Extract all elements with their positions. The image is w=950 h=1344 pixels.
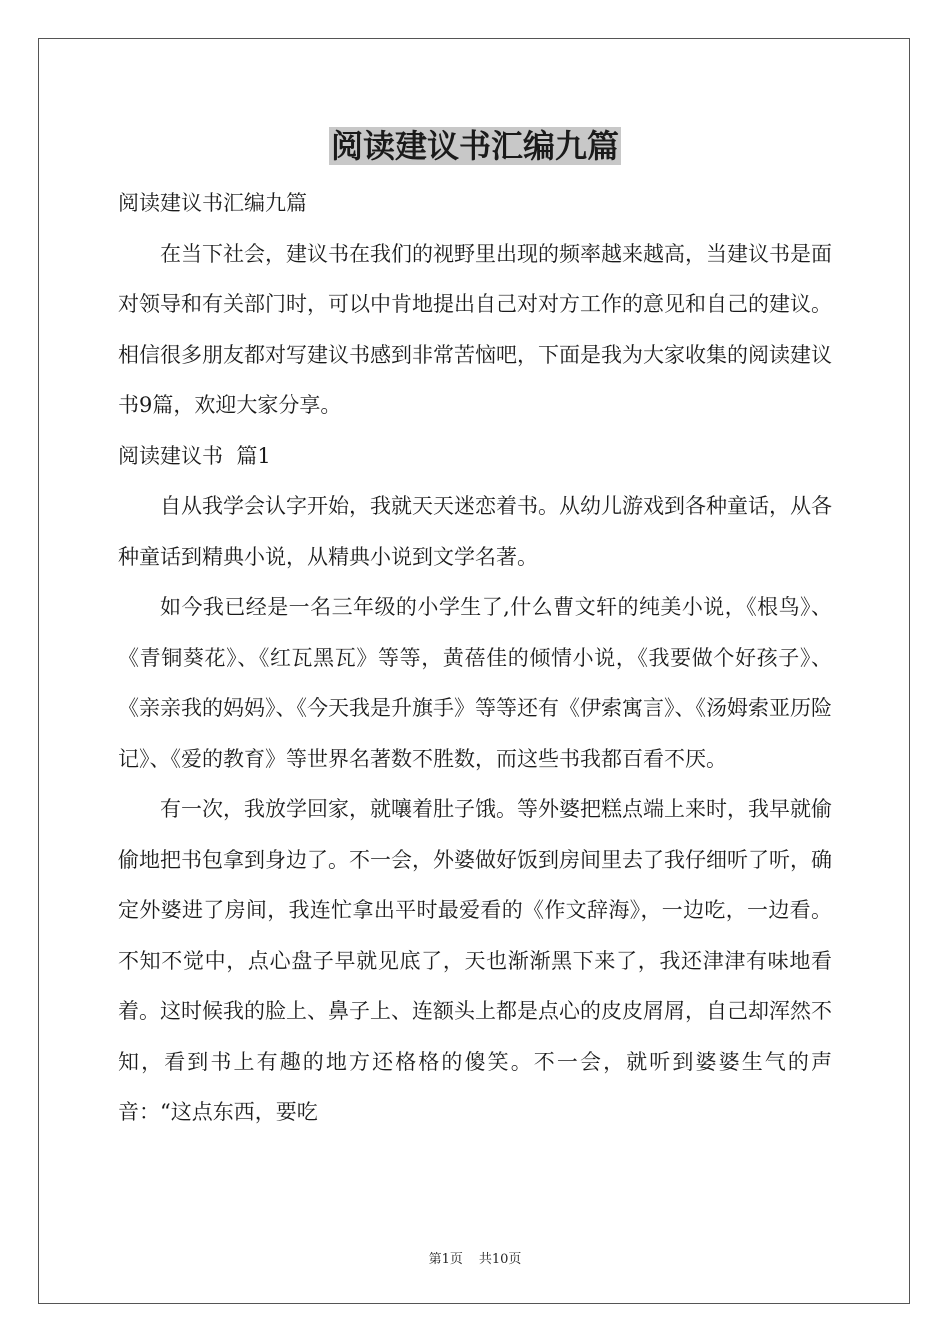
page-total: 共10页 xyxy=(478,1252,522,1267)
page-footer xyxy=(0,1248,950,1267)
document-body xyxy=(118,178,832,1138)
document-subtitle: 阅读建议书汇编九篇 xyxy=(118,191,307,215)
document-title-text: 阅读建议书汇编九篇 xyxy=(330,127,619,165)
intro-paragraph: 在当下社会，建议书在我们的视野里出现的频率越来越高，当建议书是面对领导和有关部门时，可以中肯地提出自己对对方工作的意见和自己的建议。相信很多朋友都对写建议书感到非常苦恼吧，下面是我为大家收集的阅读建议书9篇，欢迎大家分享。 xyxy=(118,241,832,417)
document-title xyxy=(0,122,950,170)
page-number: 第1页 xyxy=(428,1252,463,1267)
section-paragraph-1: 自从我学会认字开始，我就天天迷恋着书。从幼儿游戏到各种童话，从各种童话到精典小说，从精典小说到文学名著。 xyxy=(118,494,832,569)
section-paragraph-3: 有一次，我放学回家，就嚷着肚子饿。等外婆把糕点端上来时，我早就偷偷地把书包拿到身边了。不一会，外婆做好饭到房间里去了我仔细听了听，确定外婆进了房间，我连忙拿出平时最爱看的《作文辞海》，一边吃，一边看。不知不觉中，点心盘子早就见底了，天也渐渐黑下来了，我还津津有味地看着。这时候我的脸上、鼻子上、连额头上都是点心的皮皮屑屑，自己却浑然不知，看到书上有趣的地方还格格的傻笑。不一会，就听到婆婆生气的声音：“这点东西，要吃 xyxy=(118,797,832,1124)
section-paragraph-2: 如今我已经是一名三年级的小学生了,什么曹文轩的纯美小说，《根鸟》、《青铜葵花》、《红瓦黑瓦》等等，黄蓓佳的倾情小说，《我要做个好孩子》、《亲亲我的妈妈》、《今天我是升旗手》等等还有《伊索寓言》、《汤姆索亚历险记》、《爱的教育》等世界名著数不胜数，而这些书我都百看不厌。 xyxy=(118,595,832,771)
section-heading: 阅读建议书 篇1 xyxy=(118,443,271,468)
